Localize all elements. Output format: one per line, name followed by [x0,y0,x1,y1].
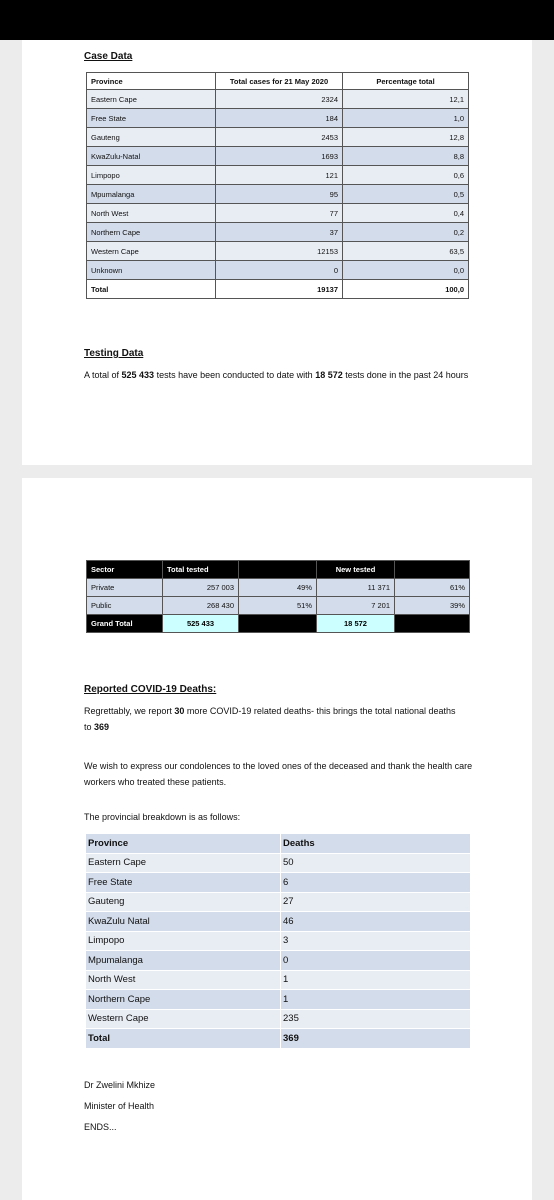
col-total-pct [239,561,317,579]
deaths-cell: 1 [281,990,471,1010]
empty-cell [239,615,317,633]
col-total-tested: Total tested [163,561,239,579]
top-bar [0,0,554,40]
text-fragment: tests done in the past 24 hours [342,370,469,380]
province-cell: Eastern Cape [86,853,281,873]
province-cell: Western Cape [86,1009,281,1029]
province-cell: Eastern Cape [87,90,216,109]
pct-cell: 0,5 [343,185,469,204]
sector-table-header [87,561,470,579]
table-row [86,990,470,1010]
total-tests-value: 525 433 [121,370,155,380]
table-row [86,970,470,990]
table-row [87,147,469,166]
deaths-cell: 235 [281,1009,471,1029]
condolences-paragraph: We wish to express our condolences to the loved ones of the deceased and thank the health care workers who treated these patients. [84,761,473,787]
total-label: Total [86,1029,281,1049]
pct-cell: 0,0 [343,261,469,280]
total-cases: 19137 [216,280,343,299]
text-fragment: Regrettably, we report [84,706,175,716]
deaths-cell: 1 [281,970,471,990]
total-cell: 257 003 [163,579,239,597]
text-fragment: tests have been conducted to date with [154,370,316,380]
table-row [87,185,469,204]
total-label: Total [87,280,216,299]
province-cell: Unknown [87,261,216,280]
cases-cell: 184 [216,109,343,128]
ends-marker: ENDS... [84,1122,117,1132]
table-row [87,166,469,185]
deaths-paragraph [84,703,464,735]
table-row [86,951,470,971]
province-cell: Northern Cape [86,990,281,1010]
sector-cell: Private [87,579,163,597]
pct-cell: 0,4 [343,204,469,223]
total-deaths: 369 [281,1029,471,1049]
deaths-cell: 46 [281,912,471,932]
grand-total-tested: 525 433 [163,615,239,633]
province-cell: Free State [86,873,281,893]
new-cell: 11 371 [317,579,395,597]
tests-24h-value: 18 572 [315,370,343,380]
deaths-cell: 3 [281,931,471,951]
col-province: Province [87,73,216,90]
province-cell: North West [86,970,281,990]
deaths-cell: 0 [281,951,471,971]
province-cell: Western Cape [87,242,216,261]
table-row [87,204,469,223]
new-cell: 7 201 [317,597,395,615]
pct-cell: 8,8 [343,147,469,166]
pct-cell: 12,1 [343,90,469,109]
sector-cell: Public [87,597,163,615]
province-cell: KwaZulu Natal [86,912,281,932]
table-row [86,1009,470,1029]
text-fragment: more COVID-19 related deaths- this brings the total national deaths to [84,706,456,732]
document-page-1 [22,40,532,465]
signatory-title: Minister of Health [84,1101,155,1111]
table-row [87,90,469,109]
new-pct-cell: 39% [395,597,470,615]
pct-cell: 1,0 [343,109,469,128]
deaths-cell: 27 [281,892,471,912]
total-deaths-value: 369 [94,722,110,732]
col-sector: Sector [87,561,163,579]
total-pct-cell: 51% [239,597,317,615]
province-cell: KwaZulu-Natal [87,147,216,166]
deaths-cell: 50 [281,853,471,873]
table-row [86,912,470,932]
cases-cell: 2453 [216,128,343,147]
province-cell: Mpumalanga [86,951,281,971]
province-cell: Mpumalanga [87,185,216,204]
total-pct: 100,0 [343,280,469,299]
province-cell: Northern Cape [87,223,216,242]
cases-cell: 12153 [216,242,343,261]
total-pct-cell: 49% [239,579,317,597]
empty-cell [395,615,470,633]
province-cell: North West [87,204,216,223]
cases-cell: 0 [216,261,343,280]
table-row [86,873,470,893]
testing-data-heading: Testing Data [84,348,144,359]
province-cell: Free State [87,109,216,128]
grand-total-new: 18 572 [317,615,395,633]
grand-total-row [87,615,470,633]
cases-cell: 95 [216,185,343,204]
table-row [87,223,469,242]
cases-cell: 121 [216,166,343,185]
deaths-heading: Reported COVID-19 Deaths: [84,684,217,695]
table-row [87,597,470,615]
col-percentage: Percentage total [343,73,469,90]
text-fragment: A total of [84,370,122,380]
deaths-table [86,834,470,1049]
table-row [87,579,470,597]
pct-cell: 63,5 [343,242,469,261]
sector-table [86,560,470,633]
cases-cell: 37 [216,223,343,242]
new-deaths-value: 30 [174,706,185,716]
total-row [86,1029,470,1049]
document-page-2 [22,478,532,1200]
col-province: Province [86,834,281,853]
testing-paragraph [84,367,484,383]
province-cell: Limpopo [87,166,216,185]
table-row [87,242,469,261]
col-deaths: Deaths [281,834,471,853]
col-new-tested: New tested [317,561,395,579]
case-data-table [86,72,469,299]
deaths-table-header [86,834,470,853]
col-total-cases: Total cases for 21 May 2020 [216,73,343,90]
new-pct-cell: 61% [395,579,470,597]
total-cell: 268 430 [163,597,239,615]
pct-cell: 0,6 [343,166,469,185]
province-cell: Gauteng [87,128,216,147]
cases-cell: 1693 [216,147,343,166]
signatory-name: Dr Zwelini Mkhize [84,1080,156,1090]
pct-cell: 0,2 [343,223,469,242]
province-cell: Limpopo [86,931,281,951]
cases-cell: 2324 [216,90,343,109]
grand-total-label: Grand Total [87,615,163,633]
col-new-pct [395,561,470,579]
table-row [87,109,469,128]
case-data-heading: Case Data [84,51,133,62]
case-table-header [87,73,469,90]
pct-cell: 12,8 [343,128,469,147]
province-cell: Gauteng [86,892,281,912]
table-row [86,931,470,951]
table-row [87,128,469,147]
deaths-cell: 6 [281,873,471,893]
table-row [86,892,470,912]
cases-cell: 77 [216,204,343,223]
total-row [87,280,469,299]
table-row [86,853,470,873]
breakdown-intro: The provincial breakdown is as follows: [84,812,241,822]
table-row [87,261,469,280]
